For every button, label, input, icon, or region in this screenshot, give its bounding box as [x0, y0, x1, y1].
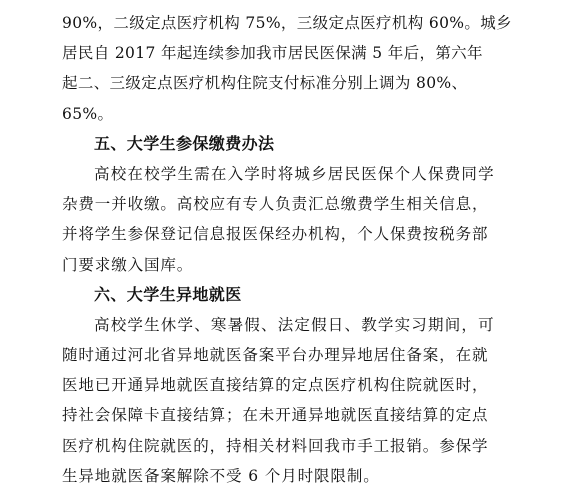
paragraph-line: 医疗机构住院就医的，持相关材料回我市手工报销。参保学 [62, 436, 489, 455]
document-page [62, 8, 532, 491]
paragraph-line: 持社会保障卡直接结算；在未开通异地就医直接结算的定点 [62, 406, 489, 425]
paragraph-line: 随时通过河北省异地就医备案平台办理异地居住备案，在就 [62, 346, 489, 365]
paragraph-line: 门要求缴入国库。 [62, 255, 194, 274]
paragraph-line: 生异地就医备案解除不受 6 个月时限限制。 [62, 466, 380, 485]
paragraph-line: 高校在校学生需在入学时将城乡居民医保个人保费同学 [94, 164, 495, 183]
paragraph-line: 医地已开通异地就医直接结算的定点医疗机构住院就医时， [62, 376, 489, 395]
paragraph-line: 杂费一并收缴。高校应有专人负责汇总缴费学生相关信息， [62, 195, 489, 214]
paragraph-line: 起二、三级定点医疗机构住院支付标准分别上调为 80%、 [62, 74, 468, 93]
section-student-remote-medical [62, 280, 532, 491]
paragraph-reimbursement-rates [62, 8, 532, 129]
paragraph-line: 居民自 2017 年起连续参加我市居民医保满 5 年后，第六年 [62, 44, 483, 63]
paragraph-line: 90%，二级定点医疗机构 75%，三级定点医疗机构 60%。城乡 [62, 14, 512, 32]
paragraph-line: 65%。 [62, 104, 114, 123]
section-student-payment [62, 129, 532, 280]
paragraph-line: 高校学生休学、寒暑假、法定假日、教学实习期间，可 [94, 315, 495, 334]
paragraph-line: 并将学生参保登记信息报医保经办机构，个人保费按税务部 [62, 225, 489, 244]
section-heading-remote-medical: 六、大学生异地就医 [94, 284, 242, 304]
section-heading-payment: 五、大学生参保缴费办法 [94, 133, 275, 153]
